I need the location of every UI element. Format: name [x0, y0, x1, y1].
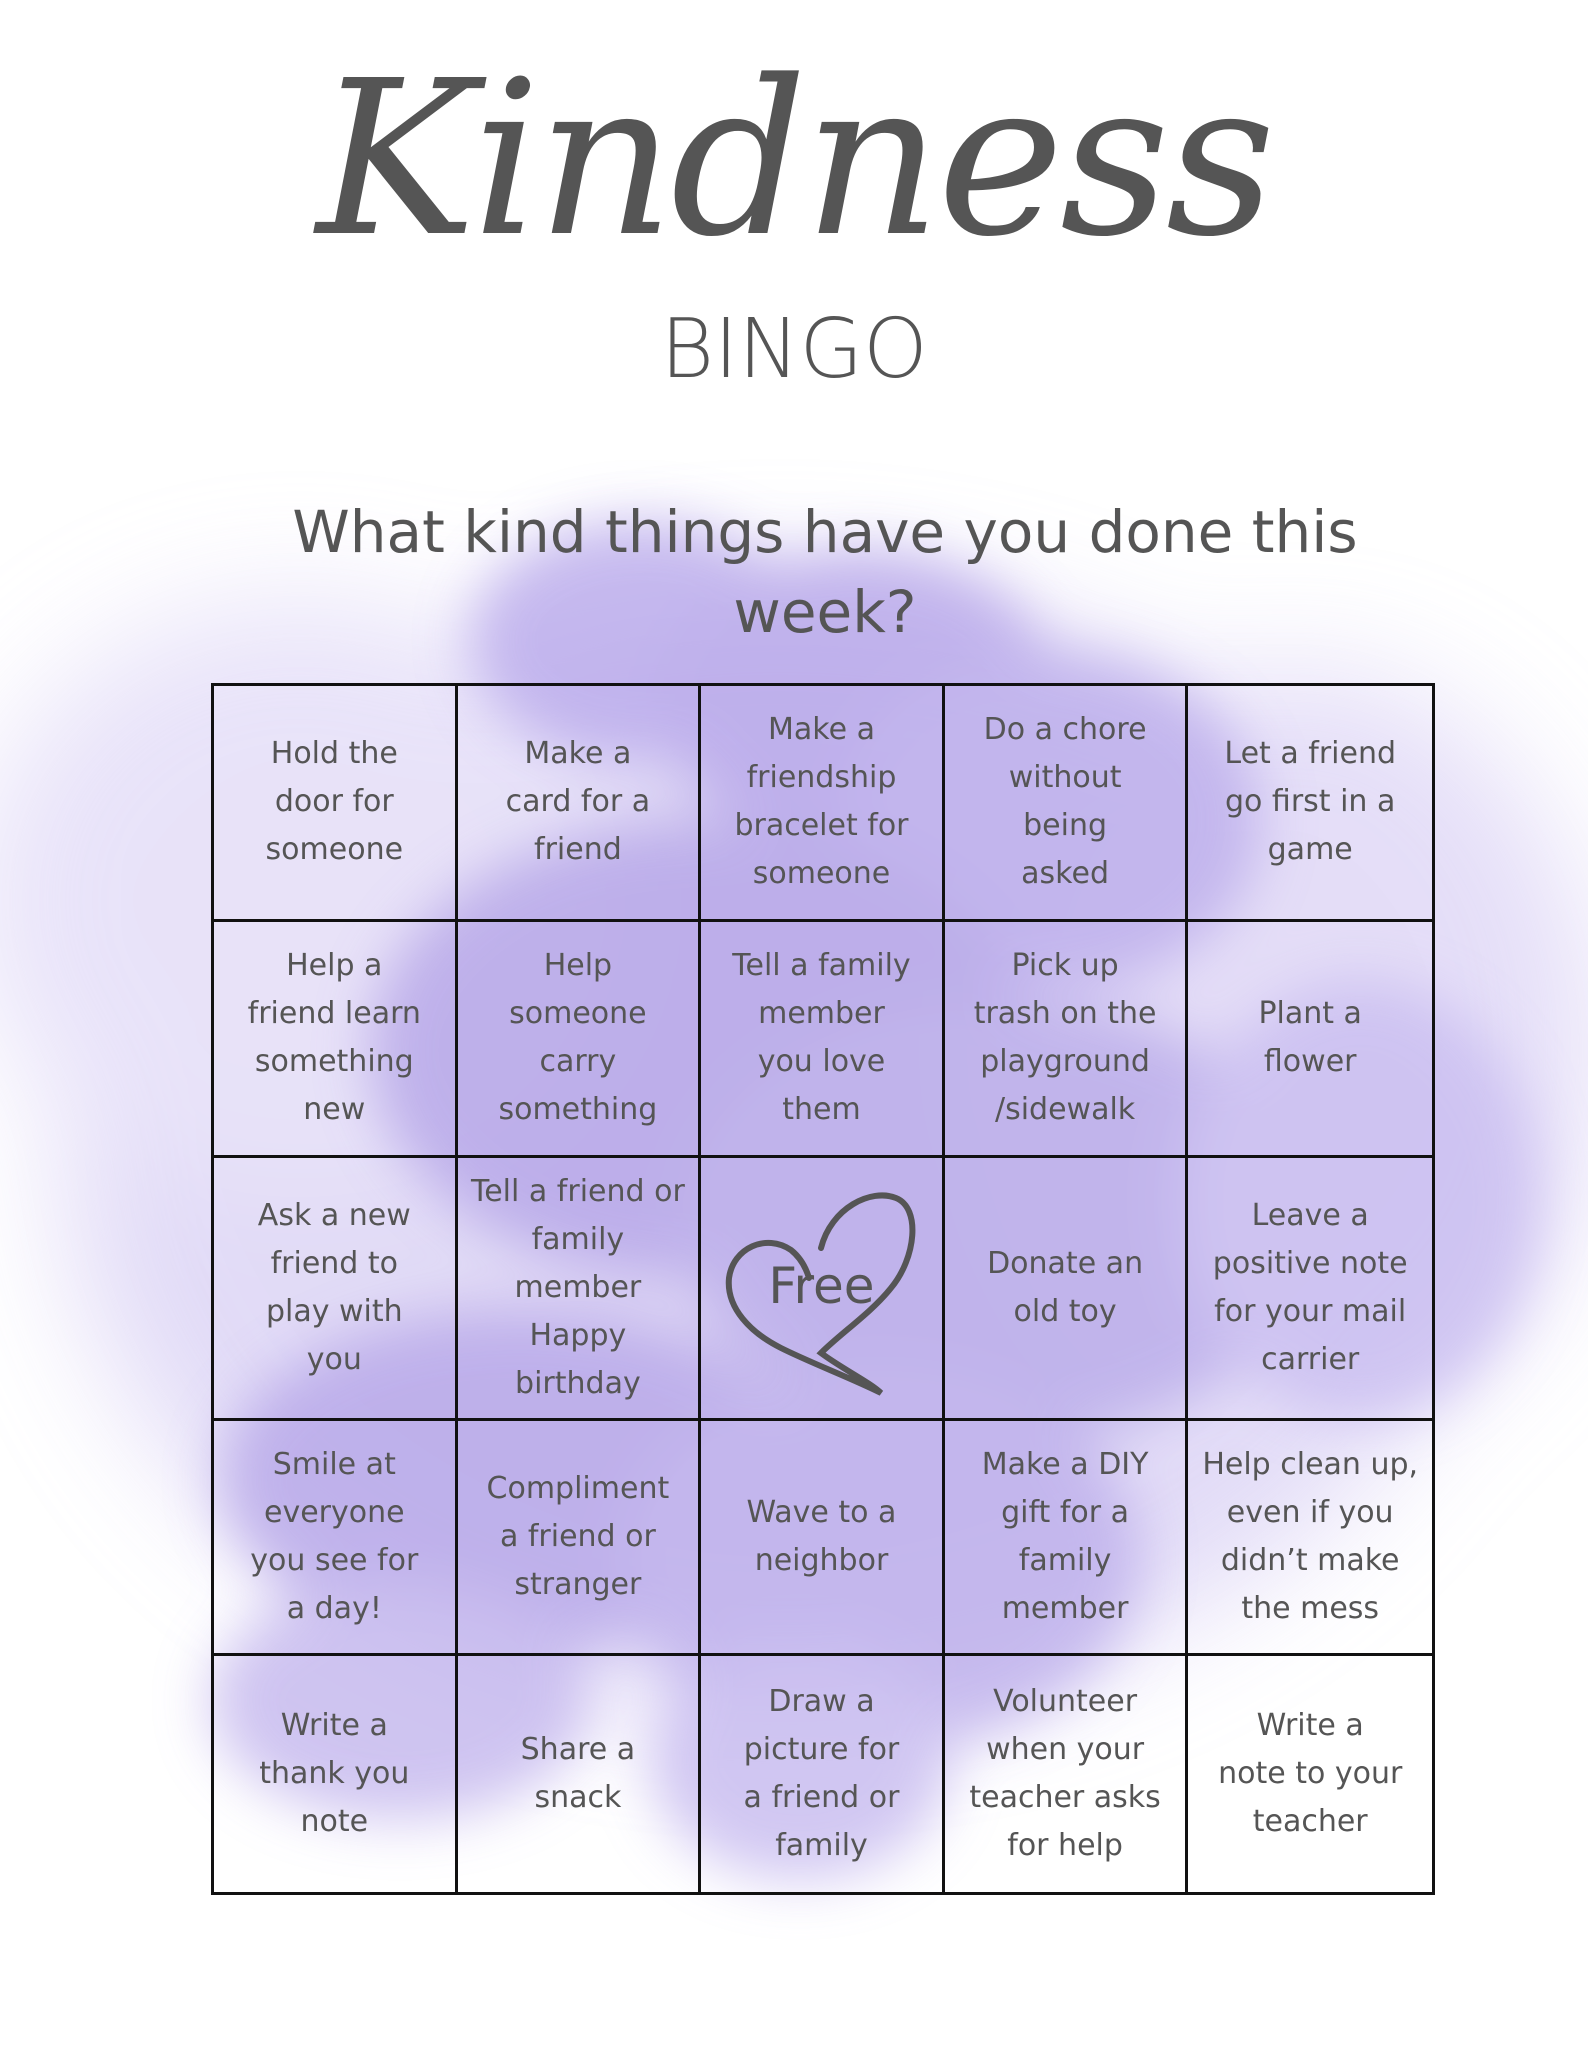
bingo-cell[interactable]	[458, 922, 702, 1158]
bingo-cell[interactable]	[945, 1656, 1189, 1892]
bingo-cell-text: Tell a family member you love them	[732, 948, 911, 1128]
question-heading: What kind things have you done this week?	[292, 498, 1358, 646]
title-script: Kindness	[316, 35, 1272, 284]
bingo-cell[interactable]	[701, 1421, 945, 1657]
bingo-cell-text: Leave a positive note for your mail carrier	[1212, 1197, 1408, 1377]
bingo-cell-text: Volunteer when your teacher asks for help	[969, 1684, 1161, 1864]
bingo-cell-text: Write a thank you note	[259, 1708, 410, 1840]
bingo-cell-text: Help clean up, even if you didn’t make the mess	[1202, 1446, 1419, 1626]
bingo-cell-text: Plant a flower	[1258, 996, 1362, 1080]
bingo-cell-text: Make a friendship bracelet for someone	[734, 712, 909, 892]
bingo-cell[interactable]	[1188, 686, 1432, 922]
bingo-board	[211, 683, 1435, 1895]
bingo-cell[interactable]	[214, 1158, 458, 1421]
bingo-cell[interactable]	[458, 1421, 702, 1657]
bingo-cell-text: Make a card for a friend	[505, 736, 651, 868]
bingo-cell[interactable]	[214, 686, 458, 922]
bingo-cell-text: Hold the door for someone	[265, 736, 404, 868]
bingo-cell-text: Wave to a neighbor	[746, 1494, 897, 1578]
bingo-cell[interactable]	[1188, 1656, 1432, 1892]
bingo-cell-text: Let a friend go first in a game	[1224, 736, 1396, 868]
bingo-cell-text: Do a chore without being asked	[983, 712, 1147, 892]
bingo-cell[interactable]	[701, 922, 945, 1158]
bingo-cell-text: Smile at everyone you see for a day!	[250, 1446, 419, 1626]
bingo-cell-text: Tell a friend or family member Happy birthday	[471, 1173, 685, 1401]
free-label: Free	[768, 1256, 875, 1315]
bingo-cell-text: Donate an old toy	[987, 1245, 1144, 1329]
bingo-cell[interactable]	[701, 686, 945, 922]
bingo-cell[interactable]	[945, 686, 1189, 922]
bingo-cell-text: Make a DIY gift for a family member	[981, 1446, 1149, 1626]
bingo-cell-text: Help someone carry something	[498, 948, 658, 1128]
bingo-cell[interactable]	[458, 686, 702, 922]
title-bingo: BINGO	[660, 302, 928, 397]
bingo-cell-text: Compliment a friend or stranger	[486, 1470, 670, 1602]
bingo-cell[interactable]	[1188, 922, 1432, 1158]
bingo-cell-text: Help a friend learn something new	[247, 948, 421, 1128]
bingo-cell[interactable]	[945, 1158, 1189, 1421]
bingo-cell[interactable]	[214, 922, 458, 1158]
bingo-cell[interactable]	[945, 1421, 1189, 1657]
bingo-cell[interactable]	[945, 922, 1189, 1158]
bingo-cell[interactable]	[1188, 1421, 1432, 1657]
bingo-cell-text: Pick up trash on the playground /sidewalk	[973, 948, 1157, 1128]
free-space	[721, 1178, 921, 1398]
bingo-cell[interactable]	[214, 1421, 458, 1657]
bingo-cell[interactable]	[1188, 1158, 1432, 1421]
bingo-cell[interactable]	[214, 1656, 458, 1892]
bingo-cell-free[interactable]	[701, 1158, 945, 1421]
bingo-cell[interactable]	[458, 1656, 702, 1892]
bingo-cell-text: Draw a picture for a friend or family	[743, 1684, 900, 1864]
bingo-cell[interactable]	[701, 1656, 945, 1892]
bingo-cell[interactable]	[458, 1158, 702, 1421]
bingo-cell-text: Share a snack	[520, 1732, 636, 1816]
bingo-cell-text: Ask a new friend to play with you	[257, 1197, 411, 1377]
bingo-cell-text: Write a note to your teacher	[1218, 1708, 1403, 1840]
